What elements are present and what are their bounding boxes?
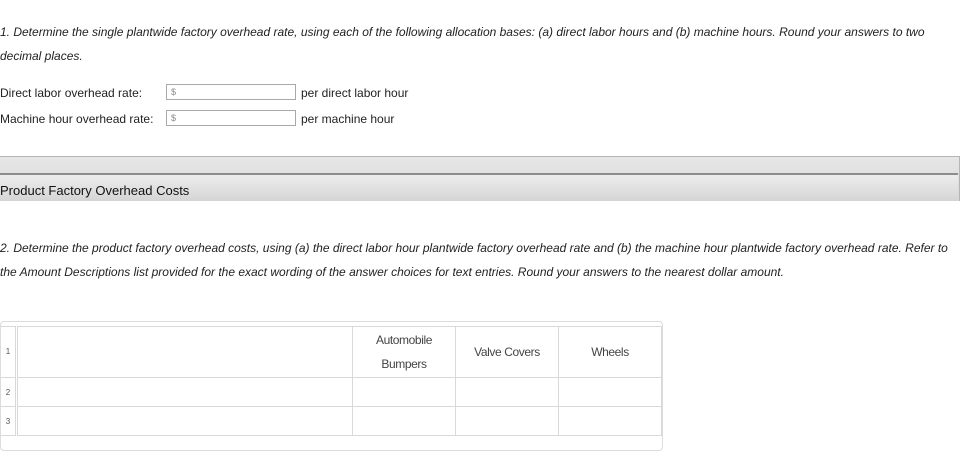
direct-labor-rate-unit: per direct labor hour [301,86,409,100]
currency-symbol: $ [171,113,177,123]
automobile-bumpers-cell[interactable] [353,407,456,436]
direct-labor-rate-input[interactable] [166,84,296,100]
column-header-automobile-bumpers: Automobile Bumpers [353,327,456,378]
table-row [1,407,662,436]
description-header-cell[interactable] [17,327,353,378]
machine-hour-rate-label: Machine hour overhead rate: [0,112,154,126]
row-number: 1 [1,327,17,378]
description-cell[interactable] [17,407,353,436]
question-1-instruction: 1. Determine the single plantwide factory overhead rate, using each of the following allocation bases: (a) direct labor hours and (b) machine hours. Round your answers to two decimal places. [0,25,925,63]
table-row [1,378,662,407]
wheels-cell[interactable] [559,407,662,436]
valve-covers-cell[interactable] [456,407,559,436]
column-header-wheels: Wheels [559,327,662,378]
column-header-valve-covers: Valve Covers [456,327,559,378]
valve-covers-cell[interactable] [456,378,559,407]
section-title-bar [0,173,958,201]
section-title: Product Factory Overhead Costs [0,183,190,198]
machine-hour-rate-input[interactable] [166,110,296,126]
section-header [0,156,960,201]
currency-symbol: $ [171,87,177,97]
row-number: 3 [1,407,17,436]
machine-hour-rate-unit: per machine hour [301,112,395,126]
overhead-costs-table [1,326,662,436]
row-number: 2 [1,378,17,407]
question-2-instruction: 2. Determine the product factory overhead costs, using (a) the direct labor hour plantwide factory overhead rate and (b) the machine hour plantwide factory overhead rate. Refer to the Amount Descriptions list provided for the exact wording of the answer choices for text entries. Round your answers to the nearest dollar amount. [0,241,948,279]
direct-labor-rate-label: Direct labor overhead rate: [0,86,143,100]
table-header-row [1,327,662,378]
description-cell[interactable] [17,378,353,407]
wheels-cell[interactable] [559,378,662,407]
automobile-bumpers-cell[interactable] [353,378,456,407]
overhead-costs-grid [0,321,663,451]
